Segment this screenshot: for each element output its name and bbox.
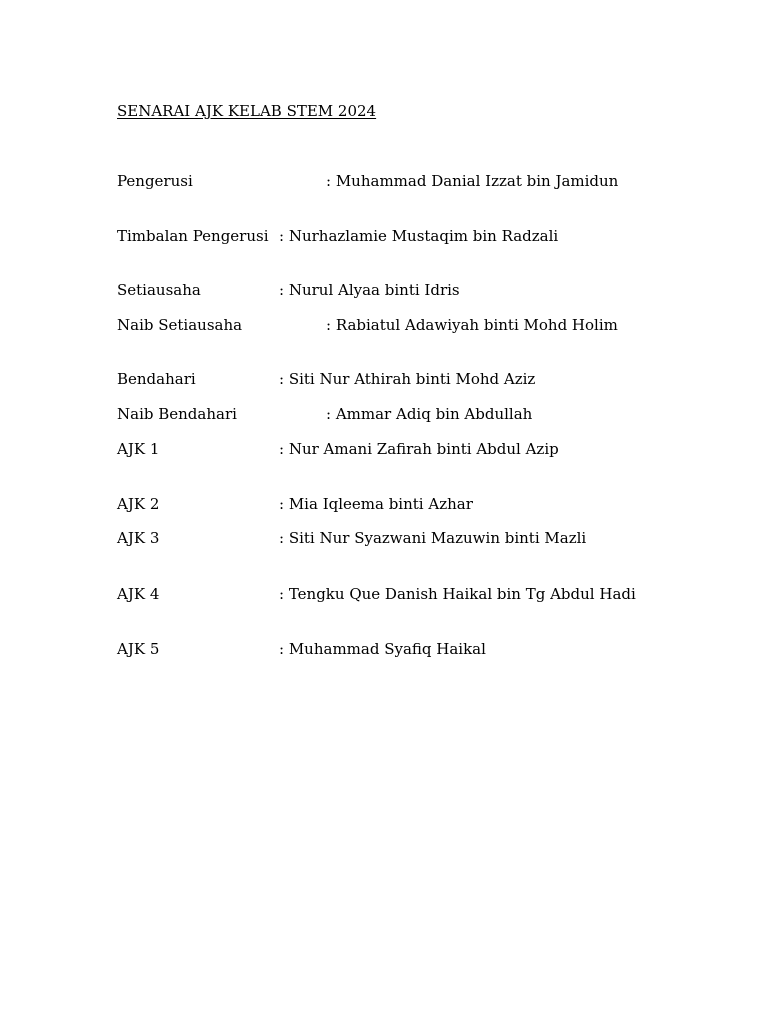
member-name: : Nur Amani Zafirah binti Abdul Azip: [279, 440, 559, 458]
role-label: AJK 4: [117, 585, 160, 603]
member-name: : Nurhazlamie Mustaqim bin Radzali: [279, 227, 559, 245]
member-name: : Nurul Alyaa binti Idris: [279, 281, 460, 299]
role-label: AJK 1: [117, 440, 160, 458]
member-name: : Rabiatul Adawiyah binti Mohd Holim: [326, 316, 618, 334]
role-label: Naib Setiausaha: [117, 316, 243, 334]
member-name: : Siti Nur Athirah binti Mohd Aziz: [279, 370, 536, 388]
document-title: SENARAI AJK KELAB STEM 2024: [117, 102, 377, 120]
member-name: : Mia Iqleema binti Azhar: [279, 495, 473, 513]
member-name: : Siti Nur Syazwani Mazuwin binti Mazli: [279, 529, 587, 547]
role-label: Bendahari: [117, 370, 196, 388]
role-label: AJK 2: [117, 495, 160, 513]
role-label: AJK 5: [117, 640, 160, 658]
role-label: Setiausaha: [117, 281, 201, 299]
member-name: : Muhammad Syafiq Haikal: [279, 640, 486, 658]
member-name: : Ammar Adiq bin Abdullah: [326, 405, 533, 423]
member-name: : Tengku Que Danish Haikal bin Tg Abdul Hadi: [279, 585, 636, 603]
role-label: Naib Bendahari: [117, 405, 237, 423]
role-label: Pengerusi: [117, 172, 193, 190]
role-label: Timbalan Pengerusi: [117, 227, 269, 245]
member-name: : Muhammad Danial Izzat bin Jamidun: [326, 172, 619, 190]
role-label: AJK 3: [117, 529, 160, 547]
